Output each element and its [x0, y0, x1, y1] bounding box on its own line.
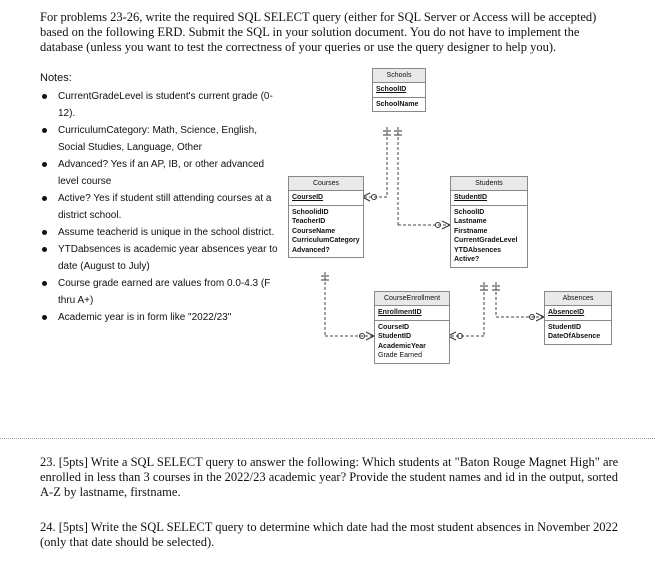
- crows-foot: [442, 225, 450, 229]
- entity-attr: Lastname: [454, 218, 487, 225]
- note-item: YTDabsences is academic year absences year to date (August to July): [40, 241, 280, 275]
- entity-attr: Firstname: [454, 227, 488, 235]
- entity-pk: SchoolID: [373, 83, 425, 98]
- question-24: 24. [5pts] Write the SQL SELECT query to determine which date had the most student absences in November 2022 (only that date should be selected).: [40, 520, 618, 549]
- entity-title: Courses: [289, 177, 363, 191]
- entity-schools: [372, 68, 426, 112]
- entity-attr: CourseName: [292, 227, 336, 235]
- entity-attr: SchoolID: [454, 208, 485, 216]
- note-item: CurriculumCategory: Math, Science, English, Social Studies, Language, Other: [40, 122, 280, 156]
- entity-title: CourseEnrollment: [375, 292, 449, 306]
- entity-title: Absences: [545, 292, 611, 306]
- entity-attr: YTDAbsences: [454, 246, 502, 254]
- entity-attr: CurriculumCategory: [292, 237, 360, 244]
- entity-absences: [544, 291, 612, 345]
- entity-attr: SchoolName: [376, 100, 419, 108]
- note-item: Advanced? Yes if an AP, IB, or other advanced level course: [40, 156, 280, 190]
- entity-students: [450, 176, 528, 268]
- entity-title: Schools: [373, 69, 425, 83]
- note-item: Active? Yes if student still attending courses at a district school.: [40, 190, 280, 224]
- entity-courses: [288, 176, 364, 258]
- entity-attr: Advanced?: [292, 246, 330, 254]
- question-23: 23. [5pts] Write a SQL SELECT query to answer the following: Which students at "Baton Rouge Magnet High" are enrolled in less than 3 courses in the 2022/23 academic year? Provide the student names and id in the output, sorted A-Z by lastname, firstname.: [40, 455, 619, 499]
- entity-attr: AcademicYear: [378, 342, 426, 350]
- crows-foot: [366, 332, 374, 336]
- note-item: Course grade earned are values from 0.0-4.3 (F thru A+): [40, 275, 280, 309]
- intro-paragraph: For problems 23-26, write the required SQL SELECT query (either for SQL Server or Access will be accepted) based on the following ERD. Submit the SQL in your solution document. You do not have to implement the database (unless you want to test the correctness of your queries or use the query designer to help you).: [40, 10, 597, 54]
- crows-foot: [366, 336, 374, 340]
- entity-pk: EnrollmentID: [375, 306, 449, 321]
- entity-title: Students: [451, 177, 527, 191]
- entity-attr: StudentID: [378, 333, 412, 340]
- entity-course-enrollment: [374, 291, 450, 364]
- entity-attr: Active?: [454, 256, 480, 263]
- entity-attr: SchoolidID: [292, 208, 329, 216]
- notes-title: Notes:: [40, 72, 72, 84]
- entity-attr: TeacherID: [292, 218, 326, 225]
- note-item: CurrentGradeLevel is student's current grade (0-12).: [40, 88, 280, 122]
- entity-pk: StudentID: [451, 191, 527, 206]
- crows-foot: [442, 221, 450, 225]
- entity-attr: CurrentGradeLevel: [454, 237, 518, 244]
- section-divider: [0, 438, 655, 439]
- crows-foot: [536, 313, 544, 317]
- crows-foot: [536, 317, 544, 321]
- entity-attr: Grade Earned: [378, 352, 422, 359]
- entity-pk: CourseID: [289, 191, 363, 206]
- entity-pk: AbsenceID: [545, 306, 611, 321]
- note-item: Academic year is in form like "2022/23": [40, 309, 280, 326]
- entity-attr: StudentID: [548, 323, 582, 331]
- entity-attr: DateOfAbsence: [548, 333, 601, 340]
- entity-attr: CourseID: [378, 323, 410, 331]
- note-item: Assume teacherid is unique in the school district.: [40, 224, 280, 241]
